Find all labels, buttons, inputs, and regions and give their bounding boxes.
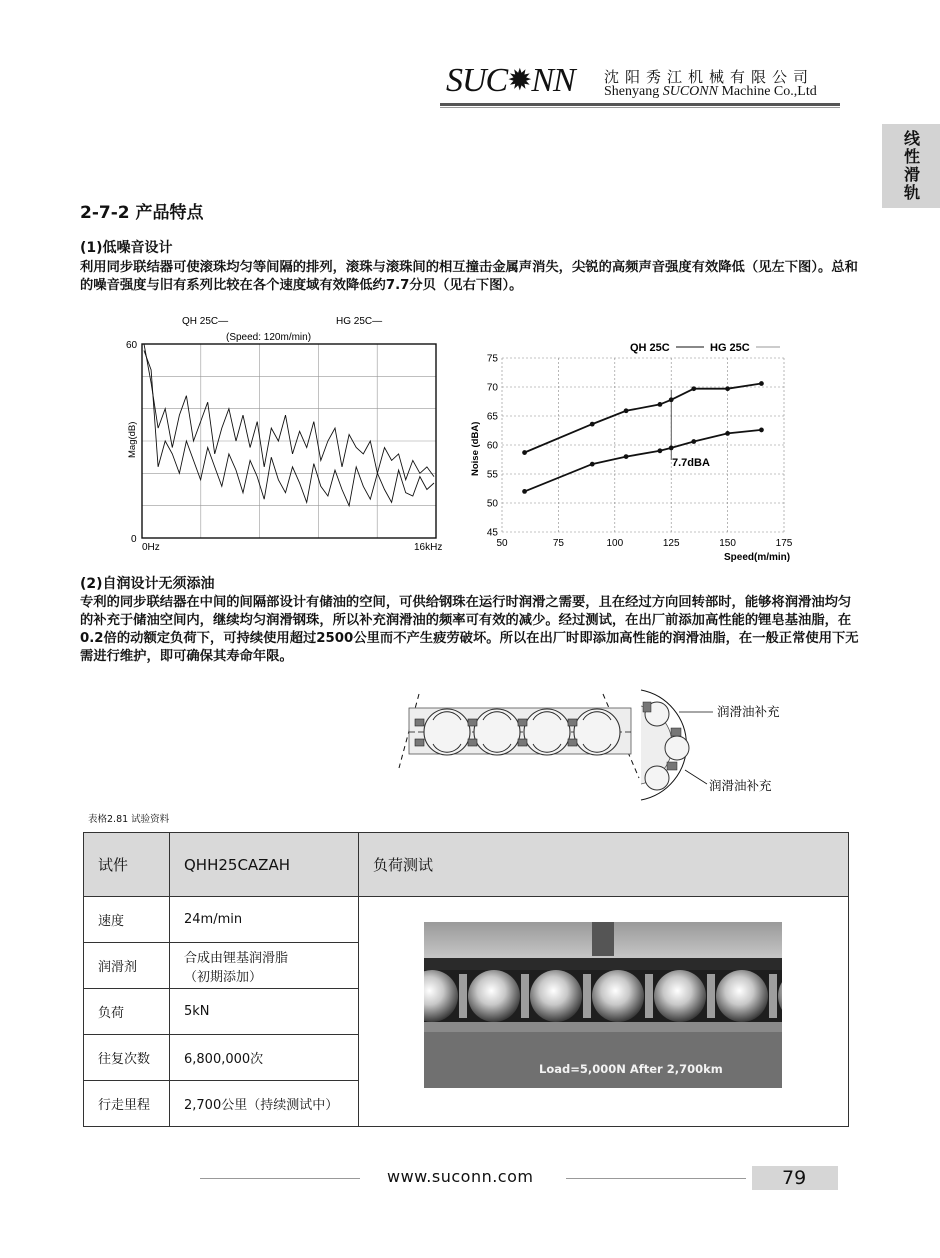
row-label: 行走里程 [84,1081,170,1127]
y-tick-label: 60 [486,440,498,452]
steel-ball [530,970,582,1022]
spectrum-chart [120,310,456,558]
row-value: 2,700公里（持续测试中） [170,1081,359,1127]
data-point [759,428,764,433]
data-point [691,386,696,391]
series-line-hg-25c [144,344,434,480]
table-header-row [84,833,849,897]
x-tick-label: 16kHz [414,542,443,553]
y-tick-label: 45 [486,527,498,539]
page-number: 79 [782,1167,807,1189]
diagram-label: 润滑油补充 [709,778,772,793]
separator [459,974,467,1018]
y-tick-label: 50 [486,498,498,510]
x-axis-label: Speed(m/min) [724,552,791,563]
paragraph-noise: 利用同步联结器可使滚珠均匀等间隔的排列，滚珠与滚珠间的相互撞击金属声消失，尖锐的高频声音强度有效降低（见左下图）。总和的噪音强度与旧有系列比较在各个速度域有效降低约7.7分贝（见右下图）。 [80,260,858,293]
y-tick-label: 55 [486,469,498,481]
data-point [658,448,663,453]
data-point [590,422,595,427]
legend-label: HG 25C [710,342,750,354]
footer-url[interactable]: www.suconn.com [387,1167,534,1186]
table-header-cell: QHH25CAZAH [170,833,359,897]
steel-ball [468,970,520,1022]
ball-chain-diagram [395,686,815,802]
steel-ball [716,970,768,1022]
y-tick-label: 75 [486,353,498,365]
steel-ball [592,970,644,1022]
table-header-cell: 试件 [84,833,170,897]
row-label: 负荷 [84,989,170,1035]
separator [769,974,777,1018]
data-point [725,386,730,391]
data-point [590,462,595,467]
y-tick-label: 0 [131,534,137,545]
row-value: 24m/min [170,897,359,943]
logo-text-right: NN [531,62,575,99]
subsection-title-noise: (1)低噪音设计 [80,240,173,256]
legend-label: QH 25C [630,342,670,354]
x-tick-label: 150 [719,538,736,549]
photo-caption: Load=5,000N After 2,700km [539,1062,723,1076]
separator [707,974,715,1018]
data-point [658,402,663,407]
row-label: 速度 [84,897,170,943]
legend-label: HG 25C— [336,316,383,327]
x-tick-label: 50 [496,538,508,549]
x-tick-label: 100 [606,538,624,549]
company-name-en: Shenyang SUCONN Machine Co.,Ltd [604,84,817,99]
y-tick-label: 60 [126,340,138,351]
load-test-photo [424,922,782,1088]
legend-label: QH 25C— [182,316,229,327]
header-divider-thin [440,107,840,108]
x-tick-label: 75 [552,538,564,549]
chart-annotation: 7.7dBA [672,457,710,469]
section-title: 2-7-2 产品特点 [80,203,204,223]
y-tick-label: 65 [486,411,498,423]
row-value: 6,800,000次 [170,1035,359,1081]
chapter-tab [882,124,940,208]
table-header-cell: 负荷测试 [359,833,849,897]
series-line-qh-25c [525,430,762,492]
brand-logo [446,62,575,100]
x-tick-label: 125 [662,538,680,549]
separator [583,974,591,1018]
row-value: 合成由锂基润滑脂 （初期添加） [170,943,359,989]
row-value: 5kN [170,989,359,1035]
separator [521,974,529,1018]
steel-ball [654,970,706,1022]
logo-text-left: SUC [446,62,508,99]
paragraph-lubrication: 专利的同步联结器在中间的间隔部设计有储油的空间，可供给钢珠在运行时润滑之需要，且在经过方向回转部时，能够将润滑油均匀的补充于储油空间内，继续均匀润滑钢珠，所以补充润滑油的频率可有效的减少。经过测试，在出厂前添加高性能的锂皂基油脂，在0.2倍的动额定负荷下，可持续使用超过2500公里而不产生疲劳破坏。所以在出厂时即添加高性能的润滑油脂，在一般正常使用下无需进行维护，即可确保其寿命年限。 [80,595,859,664]
data-point [624,454,629,459]
series-line-qh-25c [144,351,434,506]
chart-annotation: (Speed: 120m/min) [226,332,312,343]
data-point [522,489,527,494]
series-line-hg-25c [525,384,762,453]
separator [645,974,653,1018]
table-caption: 表格2.81 试验资料 [88,814,170,825]
chapter-tab-label: 线性滑轨 [901,130,921,202]
data-point [725,431,730,436]
y-axis-label: Mag(dB) [127,421,138,458]
y-axis-label: Noise (dBA) [470,421,481,476]
gear-icon: ✹ [507,64,532,97]
row-label: 润滑剂 [84,943,170,989]
data-point [759,381,764,386]
noise-speed-chart [466,336,806,566]
footer-divider [200,1178,360,1179]
company-name-cn: 沈阳秀江机械有限公司 [604,68,815,86]
footer-divider [566,1178,746,1179]
header-divider [440,103,840,106]
data-point [624,408,629,413]
diagram-label: 润滑油补充 [717,704,780,719]
x-tick-label: 0Hz [142,542,160,553]
data-point [522,450,527,455]
data-point [691,439,696,444]
y-tick-label: 70 [486,382,498,394]
row-label: 往复次数 [84,1035,170,1081]
x-tick-label: 175 [775,538,793,549]
subsection-title-lubrication: (2)自润设计无须添油 [80,576,215,592]
